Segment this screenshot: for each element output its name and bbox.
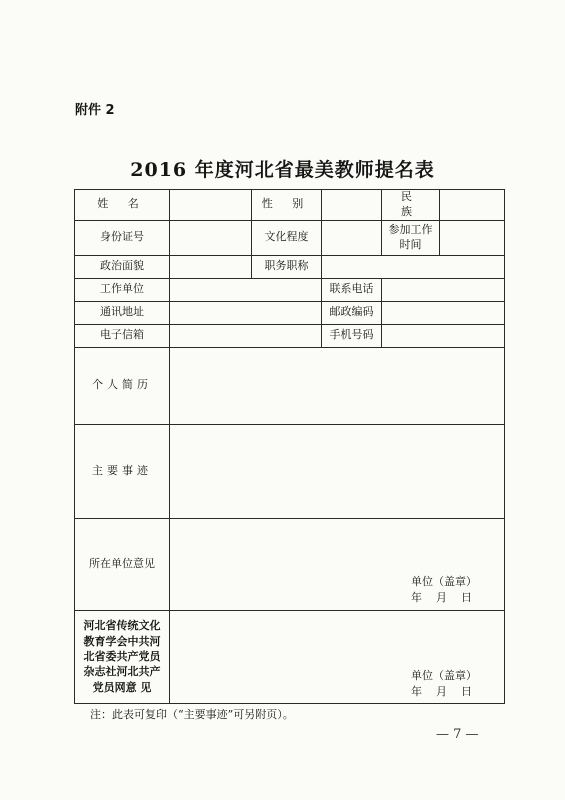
email-label: 电子信箱 bbox=[75, 324, 170, 347]
footnote: 注：此表可复印（“主要事迹”可另附页）。 bbox=[90, 708, 294, 721]
unit-opinion-label: 所在单位意见 bbox=[75, 518, 170, 610]
org-seal-label: 单位（盖章） bbox=[411, 669, 477, 682]
mobile-field[interactable] bbox=[382, 324, 505, 347]
unit-date-label: 年 月 日 bbox=[411, 591, 472, 604]
id-number-field[interactable] bbox=[170, 220, 252, 255]
name-label: 姓 名 bbox=[75, 190, 170, 221]
education-label: 文化程度 bbox=[252, 220, 322, 255]
org-opinion-label: 河北省传统文化教育学会中共河北省委共产党员杂志社河北共产党员网意 见 bbox=[75, 610, 170, 703]
address-label: 通讯地址 bbox=[75, 301, 170, 324]
resume-label: 个人简历 bbox=[75, 347, 170, 424]
nomination-form-table bbox=[74, 189, 505, 704]
page-number: — 7 — bbox=[436, 727, 479, 742]
education-field[interactable] bbox=[322, 220, 382, 255]
gender-field[interactable] bbox=[322, 190, 382, 221]
gender-label: 性 别 bbox=[252, 190, 322, 221]
contact-phone-label: 联系电话 bbox=[322, 278, 382, 301]
work-start-label: 参加工作时间 bbox=[382, 220, 440, 255]
id-number-label: 身份证号 bbox=[75, 220, 170, 255]
org-date-label: 年 月 日 bbox=[411, 685, 472, 698]
political-status-field[interactable] bbox=[170, 255, 252, 278]
employer-field[interactable] bbox=[170, 278, 322, 301]
resume-field[interactable] bbox=[170, 347, 505, 424]
work-start-field[interactable] bbox=[440, 220, 505, 255]
mobile-label: 手机号码 bbox=[322, 324, 382, 347]
name-field[interactable] bbox=[170, 190, 252, 221]
form-title: 2016 年度河北省最美教师提名表 bbox=[130, 159, 435, 181]
unit-seal-label: 单位（盖章） bbox=[411, 575, 477, 588]
contact-phone-field[interactable] bbox=[382, 278, 505, 301]
achievements-label: 主要事迹 bbox=[75, 424, 170, 518]
achievements-field[interactable] bbox=[170, 424, 505, 518]
email-field[interactable] bbox=[170, 324, 322, 347]
address-field[interactable] bbox=[170, 301, 322, 324]
postal-code-field[interactable] bbox=[382, 301, 505, 324]
attachment-label: 附件 2 bbox=[75, 103, 115, 118]
political-status-label: 政治面貌 bbox=[75, 255, 170, 278]
job-title-field[interactable] bbox=[322, 255, 505, 278]
ethnicity-field[interactable] bbox=[440, 190, 505, 221]
ethnicity-label: 民 族 bbox=[382, 190, 440, 221]
postal-code-label: 邮政编码 bbox=[322, 301, 382, 324]
employer-label: 工作单位 bbox=[75, 278, 170, 301]
job-title-label: 职务职称 bbox=[252, 255, 322, 278]
